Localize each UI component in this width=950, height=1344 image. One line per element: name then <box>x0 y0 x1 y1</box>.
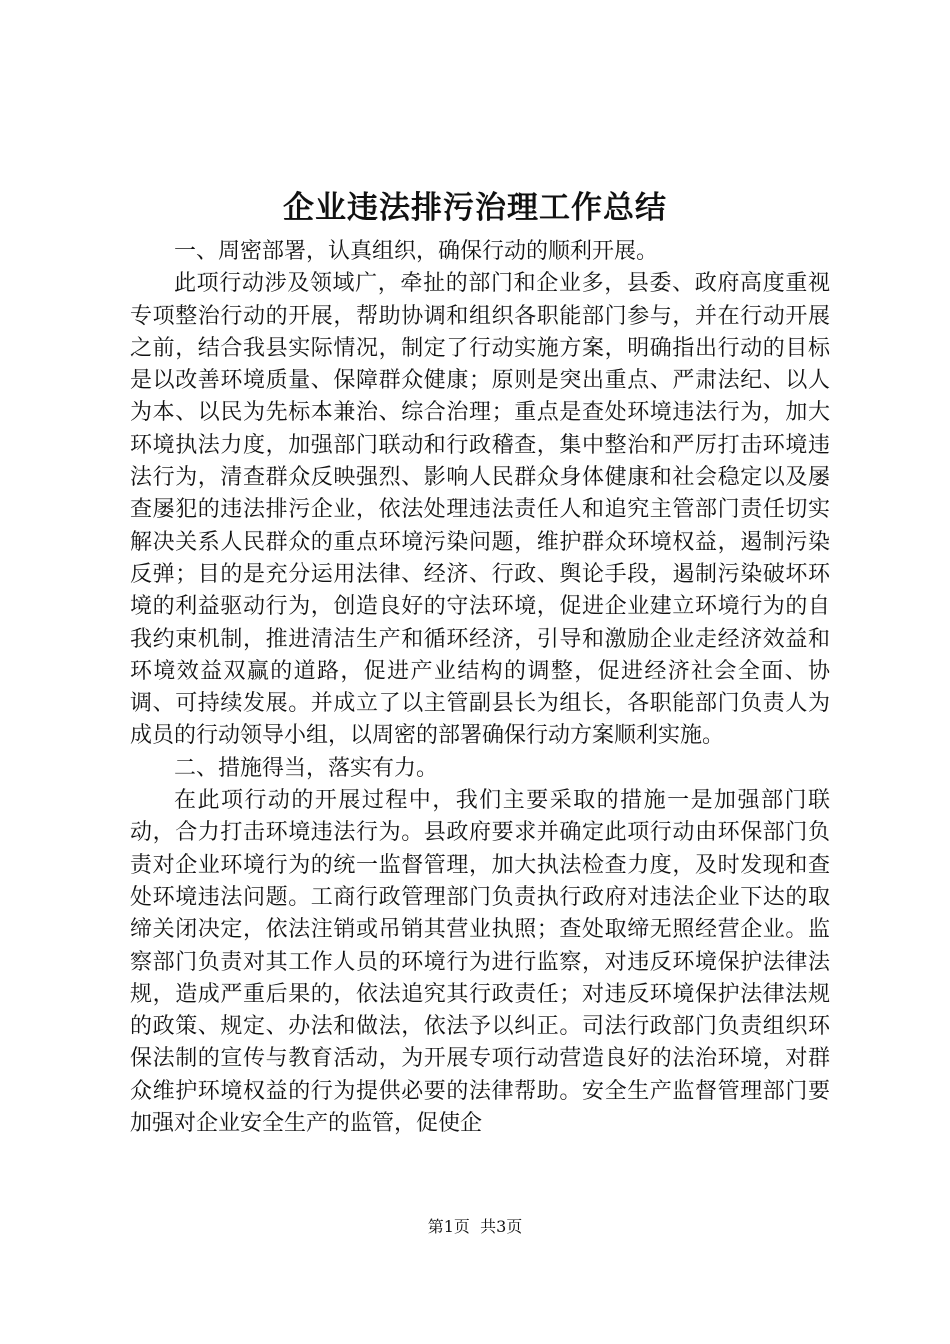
paragraph-1: 此项行动涉及领域广，牵扯的部门和企业多，县委、政府高度重视专项整治行动的开展，帮助协调和组织各职能部门参与，并在行动开展之前，结合我县实际情况，制定了行动实施方案，明确指出行动的目标是以改善环境质量、保障群众健康；原则是突出重点、严肃法纪、以人为本、以民为先标本兼治、综合治理；重点是查处环境违法行为，加大环境执法力度，加强部门联动和行政稽查，集中整治和严厉打击环境违法行为，清查群众反映强烈、影响人民群众身体健康和社会稳定以及屡查屡犯的违法排污企业，依法处理违法责任人和追究主管部门责任切实解决关系人民群众的重点环境污染问题，维护群众环境权益，遏制污染反弹；目的是充分运用法律、经济、行政、舆论手段，遏制污染破坏环境的利益驱动行为，创造良好的守法环境，促进企业建立环境行为的自我约束机制，推进清洁生产和循环经济，引导和激励企业走经济效益和环境效益双赢的道路，促进产业结构的调整，促进经济社会全面、协调、可持续发展。并成立了以主管副县长为组长，各职能部门负责人为成员的行动领导小组，以周密的部署确保行动方案顺利实施。 <box>130 271 830 749</box>
page-number: 第1页 <box>427 1217 470 1236</box>
section-heading-2: 二、措施得当，落实有力。 <box>174 755 439 781</box>
document-title: 企业违法排污治理工作总结 <box>283 190 667 226</box>
section-heading-1: 一、周密部署，认真组织，确保行动的顺利开展。 <box>174 239 659 264</box>
page-total: 共3页 <box>480 1217 523 1236</box>
document-body <box>130 236 830 1140</box>
paragraph-2: 在此项行动的开展过程中，我们主要采取的措施一是加强部门联动，合力打击环境违法行为。县政府要求并确定此项行动由环保部门负责对企业环境行为的统一监督管理，加大执法检查力度，及时发现和查处环境违法问题。工商行政管理部门负责执行政府对违法企业下达的取缔关闭决定，依法注销或吊销其营业执照；查处取缔无照经营企业。监察部门负责对其工作人员的环境行为进行监察，对违反环境保护法律法规，造成严重后果的，依法追究其行政责任；对违反环境保护法律法规的政策、规定、办法和做法，依法予以纠正。司法行政部门负责组织环保法制的宣传与教育活动，为开展专项行动营造良好的法治环境，对群众维护环境权益的行为提供必要的法律帮助。安全生产监督管理部门要加强对企业安全生产的监管，促使企 <box>130 788 830 1137</box>
page-footer <box>0 1215 950 1239</box>
footer-separator <box>470 1217 480 1236</box>
